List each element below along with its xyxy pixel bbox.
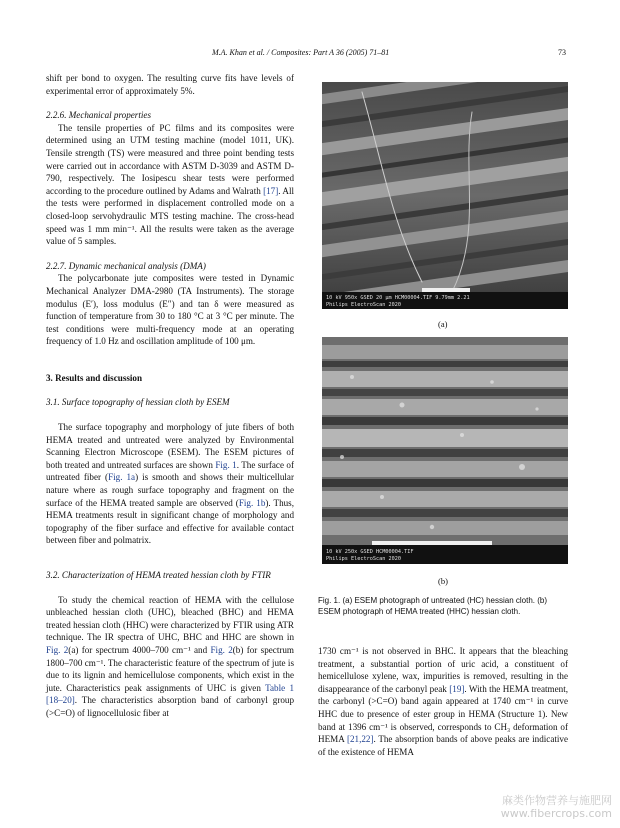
paragraph-continued: shift per bond to oxygen. The resulting curve fits have levels of experimental error of approximately 5%. <box>46 73 294 96</box>
figure-caption: Fig. 1. (a) ESEM photograph of untreated (HC) hessian cloth. (b) ESEM photograph of HEMA treated (HHC) hessian cloth. <box>318 596 547 616</box>
heading-3: 3. Results and discussion <box>46 372 143 383</box>
heading-3-1: 3.1. Surface topography of hessian cloth by ESEM <box>46 397 230 408</box>
right-column <box>318 645 568 758</box>
running-title: M.A. Khan et al. / Composites: Part A 36 (2005) 71–81 <box>212 48 390 57</box>
figure-label-a: (a) <box>438 319 448 329</box>
figure-link[interactable]: Fig. 1 <box>215 459 237 470</box>
figure-label-b: (b) <box>438 576 448 586</box>
heading-2-2-7: 2.2.7. Dynamic mechanical analysis (DMA) <box>46 260 206 271</box>
table-link[interactable]: Table 1 <box>265 682 295 693</box>
sem-info-strip: 10 kV 250x GSED HCM00004.TIF <box>326 549 414 555</box>
figure-link[interactable]: Fig. 1b <box>238 497 266 508</box>
citation-link[interactable]: [19] <box>449 683 465 694</box>
paragraph-ftir: To study the chemical reaction of HEMA with the cellulose unbleached hessian cloth (UHC), bleached (BHC) and HEMA treated hessian cloth (HHC) were characterized by FTIR using ATR technique. The IR spectra of UHC, BHC and HHC are shown in Fig. 2(a) for spectrum 4000–700 cm⁻¹ and Fig. 2(b) for spectrum 1800–700 cm⁻¹. The characteristic feature of the spectrum of jute is due to its lignin and hemicellulose components, which exist in the jute. Characteristics peak assignments of UHC is given Table 1 [18–20]. The characteristics absorption band of carbonyl group (>C=O) of lignocellulosic fiber at <box>46 594 295 718</box>
left-column <box>46 72 294 720</box>
page-number: 73 <box>558 48 566 57</box>
svg-text:Philips ElectroScan 2020: Philips ElectroScan 2020 <box>326 302 401 308</box>
esem-photo-untreated <box>322 82 568 309</box>
citation-link[interactable]: [18–20] <box>46 695 75 706</box>
paragraph-esem: The surface topography and morphology of jute fibers of both HEMA treated and untreated were analyzed by Environmental Scanning Electron Microscope (ESEM). The ESEM pictures of both treated and untreated surfaces are shown Fig. 1. The surface of untreated fiber (Fig. 1a) is smooth and shows their multicellular nature where as rough surface topography and fragment on the surface of the HEMA treated sample are observed (Fig. 1b). Thus, HEMA treatments result in significant change of morphology and topography of the fiber surface and effective for available contact between fiber and polmatrix. <box>46 422 295 546</box>
paragraph-mechanical-properties: The tensile properties of PC films and its composites were determined using an UTM testing machine (model 1011, UK). Tensile strength (TS) were measured and three point bending tests were carried out in accordance with ASTM D-3039 and ASTM D-790, respectively. The Iosipescu shear tests were performed according to the procedure outlined by Adams and Walrath [17]. All the tests were performed in displacement controlled mode on a closed-loop servohydraulic MTS testing machine. The cross-head speed was 1 mm min⁻¹. All the results were taken as the average value of 5 samples. <box>46 122 294 247</box>
figure-link[interactable]: Fig. 2 <box>46 644 69 655</box>
citation-link[interactable]: [21,22] <box>346 734 374 745</box>
watermark: 麻类作物营养与施肥网 www.fibercrops.com <box>500 794 612 820</box>
figure-link[interactable]: Fig. 1a <box>108 472 136 483</box>
figure-link[interactable]: Fig. 2 <box>210 644 233 655</box>
citation-link[interactable]: [17] <box>263 185 279 196</box>
paragraph-dma: The polycarbonate jute composites were tested in Dynamic Mechanical Analyzer DMA-2980 (TA Instruments). The storage modulus (E′), loss modulus (E″) and tan δ were measured as function of temperature from 30 to 180 °C at 3 °C per minute. The test conditions were multi-frequency mode at an operating frequency of 1.0 Hz and oscillation amplitude of 100 μm. <box>46 273 294 347</box>
heading-2-2-6: 2.2.6. Mechanical properties <box>46 110 151 121</box>
heading-3-2: 3.2. Characterization of HEMA treated hessian cloth by FTIR <box>46 570 271 580</box>
svg-text:Philips ElectroScan 2020: Philips ElectroScan 2020 <box>326 556 401 562</box>
paragraph-ftir-continued: 1730 cm⁻¹ is not observed in BHC. It appears that the bleaching treatment, a substantial portion of uric acid, a constituent of hemicellulose xylene, wax, impurities is removed, resulting in the disappearance of the carbonyl peak [19]. With the HEMA treatment, the carbonyl (>C=O) band again appeared at 1740 cm⁻¹ in curve HHC due to presence of ester group in HEMA (Structure 1). New band at 1396 cm⁻¹ is observed, corresponds to CH₃ deformation of HEMA [21,22]. The absorption bands of above peaks are indicative of the existence of HEMA <box>318 646 568 757</box>
esem-photo-hema-treated <box>322 337 568 564</box>
sem-info-strip: 10 kV 950x GSED 20 μm HCM00004.TIF 9.79mm 2.21 <box>326 295 470 301</box>
